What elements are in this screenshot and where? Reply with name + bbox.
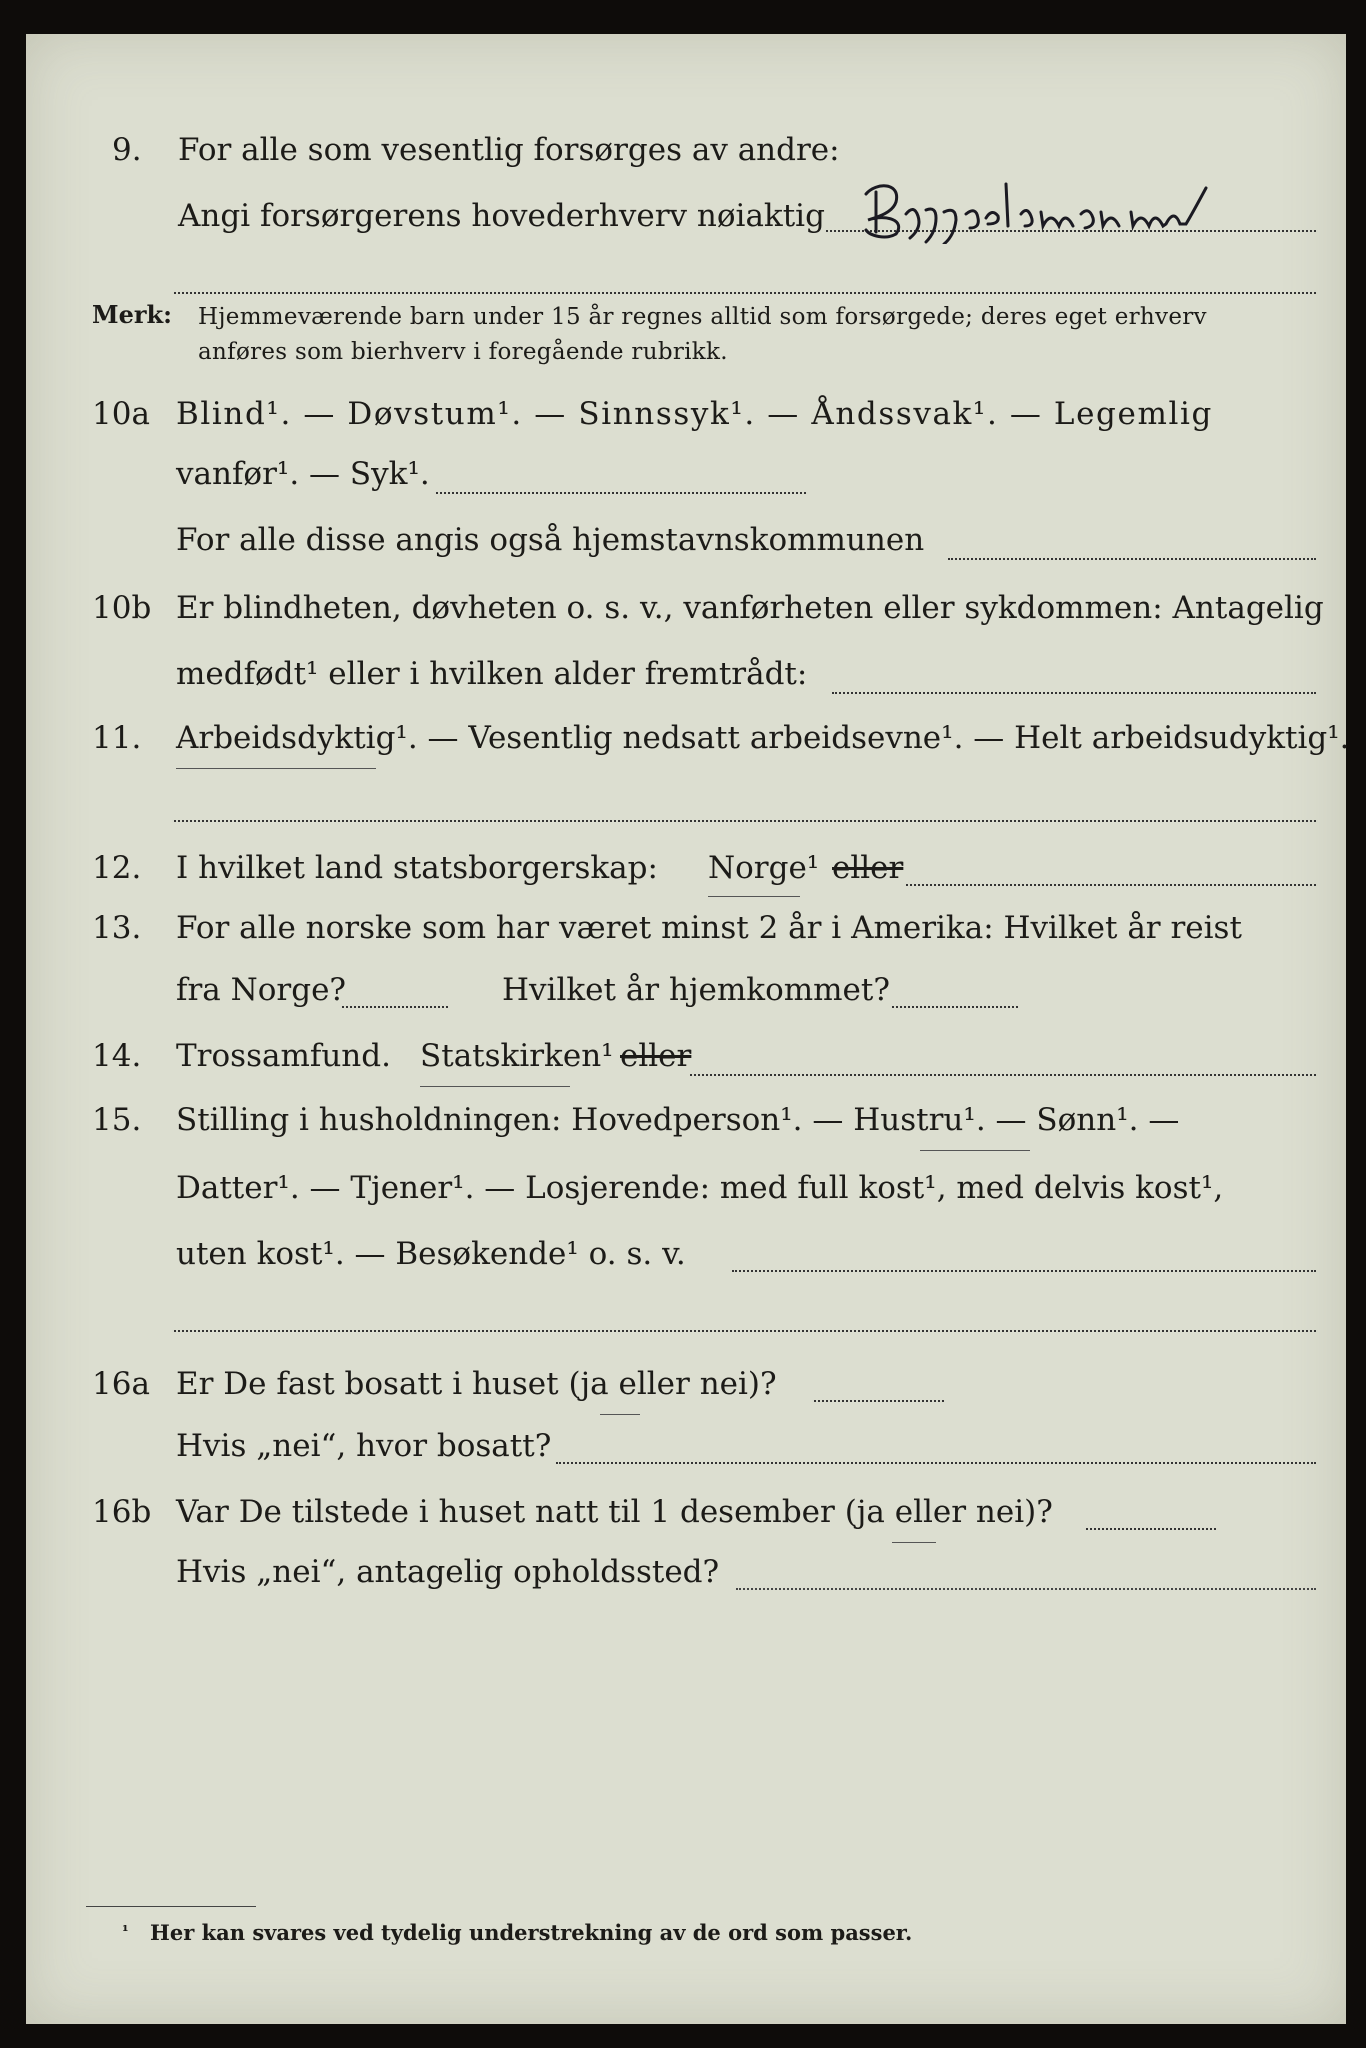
- q12-answer-line: [906, 884, 1316, 886]
- q14-option-eller: eller: [620, 1038, 692, 1074]
- q12-number: 12.: [92, 850, 142, 886]
- q12-option-eller: eller: [832, 850, 904, 886]
- q15-line3: uten kost¹. — Besøkende¹ o. s. v.: [176, 1236, 686, 1272]
- q16a-bosatt-answer-line: [556, 1462, 1316, 1464]
- q10b-line1: Er blindheten, døvheten o. s. v., vanførheten eller sykdommen: Antagelig: [176, 590, 1324, 626]
- q12-hand-underline: [708, 896, 800, 897]
- q15-number: 15.: [92, 1102, 142, 1138]
- q12-option-norge: Norge¹: [708, 850, 820, 886]
- q16a-answer-line: [814, 1400, 944, 1402]
- q16b-hand-underline: [892, 1542, 936, 1543]
- q15-hand-underline: [920, 1150, 1030, 1151]
- merk-line1: Hjemmeværende barn under 15 år regnes alltid som forsørgede; deres eget erhverv: [198, 304, 1207, 330]
- q16a-number: 16a: [92, 1366, 150, 1402]
- merk-line2: anføres som bierhverv i foregående rubrikk.: [198, 339, 728, 365]
- q16b-opholdssted-answer-line: [736, 1588, 1316, 1590]
- q11-hand-underline: [176, 768, 376, 769]
- q10a-syk-answer-line: [436, 492, 806, 494]
- q13-line1: For alle norske som har været minst 2 år i Amerika: Hvilket år reist: [176, 910, 1242, 946]
- q9-line2: Angi forsørgerens hovederhverv nøiaktig: [178, 198, 825, 234]
- q10a-line1: Blind¹. — Døvstum¹. — Sinnssyk¹. — Åndssvak¹. — Legemlig: [176, 396, 1213, 432]
- q11-extra-line: [174, 820, 1316, 822]
- q10b-answer-line: [832, 692, 1316, 694]
- q16a-line2: Hvis „nei“, hvor bosatt?: [176, 1428, 552, 1464]
- q16a-line1: Er De fast bosatt i huset (ja eller nei)?: [176, 1366, 777, 1402]
- footnote-mark: ¹: [122, 1922, 129, 1940]
- q12-line1: I hvilket land statsborgerskap:: [176, 850, 658, 886]
- q16b-number: 16b: [92, 1494, 152, 1530]
- q9-number: 9.: [112, 132, 142, 168]
- q14-answer-line: [690, 1074, 1316, 1076]
- footnote-text: Her kan svares ved tydelig understrekning av de ord som passer.: [150, 1920, 913, 1945]
- q15-line2: Datter¹. — Tjener¹. — Losjerende: med full kost¹, med delvis kost¹,: [176, 1170, 1224, 1206]
- q16a-hand-underline: [600, 1414, 640, 1415]
- q16b-answer-line: [1086, 1528, 1216, 1530]
- footnote-rule: [86, 1906, 256, 1907]
- q10a-line2: vanfør¹. — Syk¹.: [176, 456, 430, 492]
- q10a-line3: For alle disse angis også hjemstavnskommunen: [176, 522, 925, 558]
- q13-line2b: Hvilket år hjemkommet?: [502, 972, 890, 1008]
- q16b-line1: Var De tilstede i huset natt til 1 desember (ja eller nei)?: [176, 1494, 1053, 1530]
- q10b-line2: medfødt¹ eller i hvilken alder fremtrådt:: [176, 656, 808, 692]
- census-form-page: [26, 34, 1350, 2024]
- q14-label: Trossamfund.: [176, 1038, 391, 1074]
- q14-number: 14.: [92, 1038, 142, 1074]
- q13-reist-answer-line: [342, 1006, 448, 1008]
- q9-extra-line: [174, 292, 1316, 294]
- q14-option-statskirken: Statskirken¹: [420, 1038, 614, 1074]
- q15-extra-line: [174, 1330, 1316, 1332]
- q13-number: 13.: [92, 910, 142, 946]
- q10a-hjemstavn-answer-line: [948, 558, 1316, 560]
- q11-line1: Arbeidsdyktig¹. — Vesentlig nedsatt arbeidsevne¹. — Helt arbeidsudyktig¹.: [176, 720, 1350, 756]
- q14-hand-underline: [420, 1086, 570, 1087]
- q9-line1: For alle som vesentlig forsørges av andre:: [178, 132, 840, 168]
- q9-handwritten-answer: [846, 174, 1316, 244]
- q15-line1: Stilling i husholdningen: Hovedperson¹. — Hustru¹. — Sønn¹. —: [176, 1102, 1180, 1138]
- q13-line2a: fra Norge?: [176, 972, 347, 1008]
- q16b-line2: Hvis „nei“, antagelig opholdssted?: [176, 1554, 720, 1590]
- q10a-number: 10a: [92, 396, 150, 432]
- q11-number: 11.: [92, 720, 142, 756]
- q10b-number: 10b: [92, 590, 152, 626]
- q15-answer-line: [732, 1270, 1316, 1272]
- merk-label: Merk:: [92, 300, 172, 329]
- q13-hjemkommet-answer-line: [892, 1006, 1018, 1008]
